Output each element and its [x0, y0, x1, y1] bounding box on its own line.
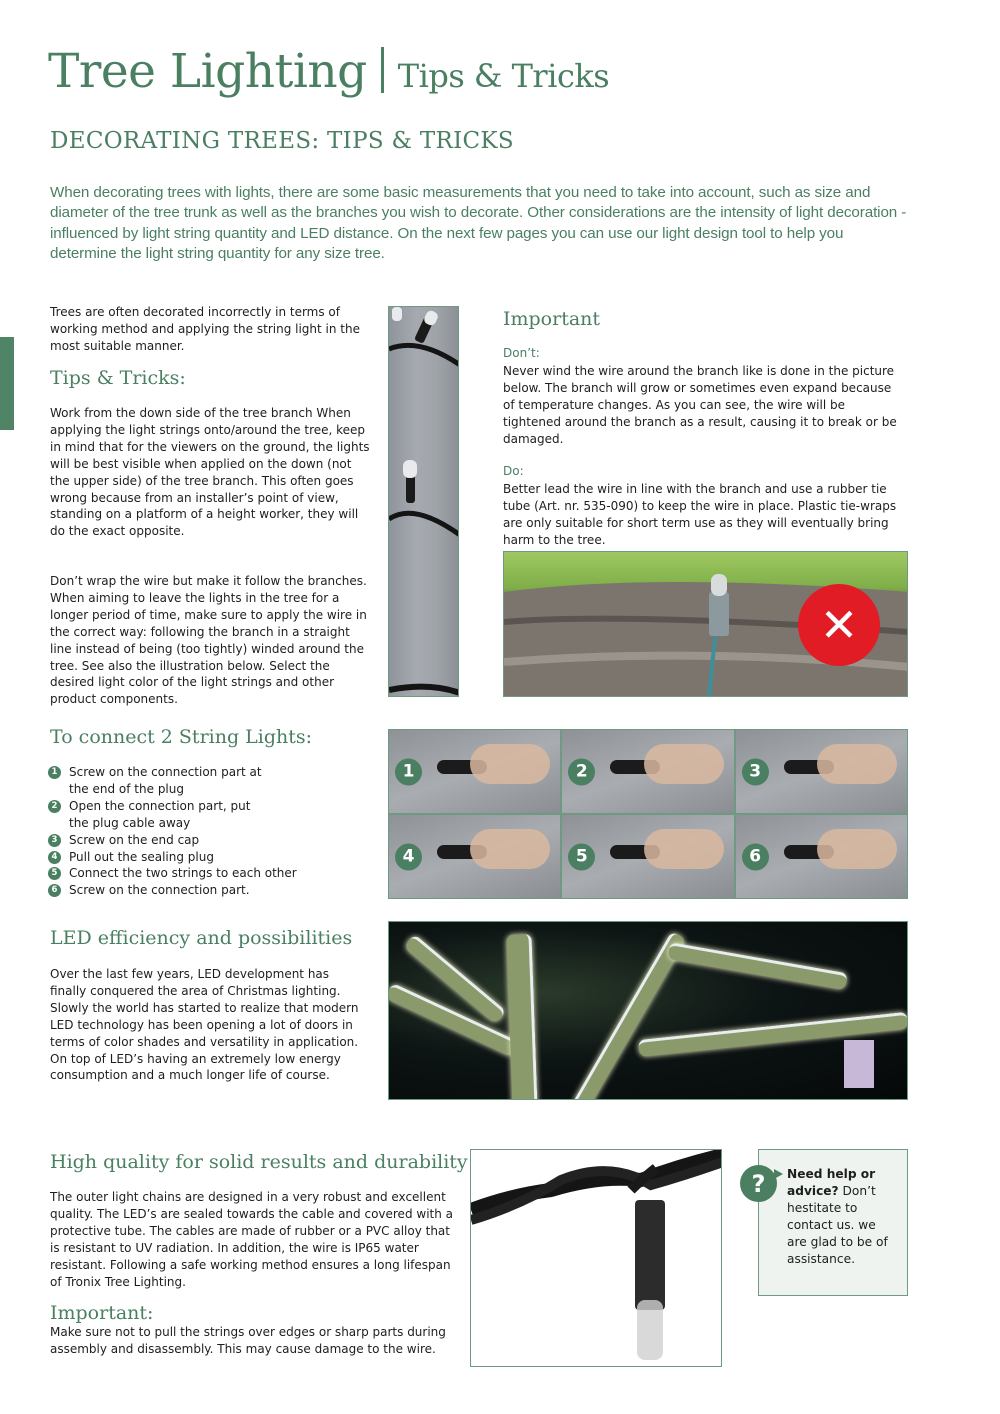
help-text: [787, 1166, 899, 1268]
hand-shape: [817, 744, 897, 784]
step-text: Screw on the connection part at the end of the plug: [69, 765, 262, 796]
step-text: Screw on the connection part.: [69, 883, 250, 898]
dont-label: Don’t:: [503, 346, 540, 360]
lit-branch: [388, 983, 519, 1058]
connection-steps-photo-grid: [388, 729, 908, 899]
step-number-badge: 6: [48, 884, 61, 897]
side-tab-marker: [0, 337, 14, 430]
hand-shape: [644, 829, 724, 869]
wrapped-branch-photo: [503, 551, 908, 697]
connect-steps-list: [48, 764, 297, 899]
tips-heading: Tips & Tricks:: [50, 367, 186, 389]
string-light-illustration: [389, 307, 459, 697]
step-item: [48, 798, 268, 832]
connect-heading: To connect 2 String Lights:: [50, 726, 313, 748]
question-mark-icon: ?: [740, 1165, 777, 1202]
do-label: Do:: [503, 464, 524, 478]
important-heading: Important: [503, 308, 601, 330]
hand-shape: [817, 829, 897, 869]
lit-tree-night-photo: [388, 921, 908, 1100]
do-text: Better lead the wire in line with the branch and use a rubber tie tube (Art. nr. 535-090) to keep the wire in place. Plastic tie-wraps are only suitable for short term use as they will eventually bring harm to the tree.: [503, 482, 897, 547]
hand-shape: [470, 829, 550, 869]
led-heading: LED efficiency and possibilities: [50, 927, 353, 949]
step-item: [48, 849, 297, 866]
step-photo-4: [389, 815, 560, 898]
step-number-badge: 4: [48, 851, 61, 864]
step-photo-badge: 3: [742, 758, 769, 785]
step-item: [48, 865, 297, 882]
string-light-strip-photo: [388, 306, 459, 697]
step-photo-1: [389, 730, 560, 813]
quality-paragraph: The outer light chains are designed in a very robust and excellent quality. The LED’s are sealed towards the cable and covered with a protective tube. The cables are made of rubber or a PVC alloy that is resistant to UV radiation. In addition, the wire is IP65 water resistant. Following a safe working method ensures a long lifespan of Tronix Tree Lighting.: [50, 1190, 454, 1289]
step-photo-6: [736, 815, 907, 898]
lit-branch: [507, 934, 539, 1100]
page-title: [48, 42, 609, 106]
title-divider: [381, 47, 384, 93]
dont-text: Never wind the wire around the branch like is done in the picture below. The branch will grow or sometimes even expand because of temperature changes. As you can see, the wire will be tightened around the branch as a result, causing it to break or be damaged.: [503, 364, 897, 446]
led-paragraph: Over the last few years, LED development has finally conquered the area of Christmas lighting. Slowly the world has started to realize that modern LED technology has been opening a lot of doors in terms of color shades and versatility in application. On top of LED’s having an extremely low energy consumption and a much longer life of course.: [50, 967, 359, 1083]
lead-paragraph: Trees are often decorated incorrectly in terms of working method and applying the string light in the most suitable manner.: [50, 305, 360, 353]
wrong-x-icon: ✕: [798, 584, 880, 666]
step-number-badge: 3: [48, 834, 61, 847]
quality-important-heading: Important:: [50, 1302, 154, 1324]
led-wire-closeup-photo: [470, 1149, 722, 1367]
step-text: Connect the two strings to each other: [69, 866, 297, 881]
help-text-bold: Need help or advice?: [787, 1167, 876, 1198]
step-photo-badge: 5: [568, 843, 595, 870]
step-number-badge: 2: [48, 800, 61, 813]
quality-heading: High quality for solid results and durability: [50, 1151, 468, 1173]
intro-paragraph: When decorating trees with lights, there are some basic measurements that you need to take into account, such as size and diameter of the tree trunk as well as the branches you wish to decorate. Other considerations are the intensity of light decoration - influenced by light string quantity and LED distance. On the next few pages you can use our light design tool to help you determine the light string quantity for any size tree.: [50, 184, 907, 262]
step-item: [48, 832, 297, 849]
step-text: Open the connection part, put the plug cable away: [69, 798, 251, 830]
step-photo-3: [736, 730, 907, 813]
step-number-badge: 5: [48, 867, 61, 880]
section-heading: DECORATING TREES: TIPS & TRICKS: [50, 128, 514, 154]
step-text: Screw on the end cap: [69, 832, 200, 847]
title-sub: Tips & Tricks: [397, 57, 610, 95]
step-photo-badge: 1: [395, 758, 422, 785]
hand-shape: [644, 744, 724, 784]
step-photo-badge: 2: [568, 758, 595, 785]
step-photo-badge: 6: [742, 843, 769, 870]
step-photo-2: [562, 730, 733, 813]
step-item: [48, 764, 268, 798]
step-photo-5: [562, 815, 733, 898]
step-item: [48, 882, 297, 899]
lit-branch: [668, 942, 848, 990]
title-main: Tree Lighting: [48, 44, 367, 99]
led-wire-illustration: [471, 1150, 722, 1367]
step-text: Pull out the sealing plug: [69, 849, 214, 864]
hand-shape: [470, 744, 550, 784]
step-photo-badge: 4: [395, 843, 422, 870]
help-text-body: Don’t hestitate to contact us. we are glad to be of assistance.: [787, 1184, 888, 1266]
window-light: [844, 1040, 874, 1088]
step-number-badge: 1: [48, 766, 61, 779]
tips-paragraph-1: Work from the down side of the tree branch When applying the light strings onto/around the tree, keep in mind that for the viewers on the ground, the lights will be best visible when applied on the down (not the upper side) of the tree branch. This often goes wrong because from an installer’s point of view, standing on a platform of a height worker, they will do the exact opposite.: [50, 406, 370, 539]
quality-important-text: Make sure not to pull the strings over edges or sharp parts during assembly and disassembly. This may cause damage to the wire.: [50, 1325, 446, 1356]
tips-paragraph-2: Don’t wrap the wire but make it follow the branches. When aiming to leave the lights in the tree for a longer period of time, make sure to apply the wire in the correct way: following the branch in a straight line instead of being (too tightly) winded around the tree. See also the illustration below. Select the desired light color of the light strings and other product components.: [50, 574, 367, 707]
